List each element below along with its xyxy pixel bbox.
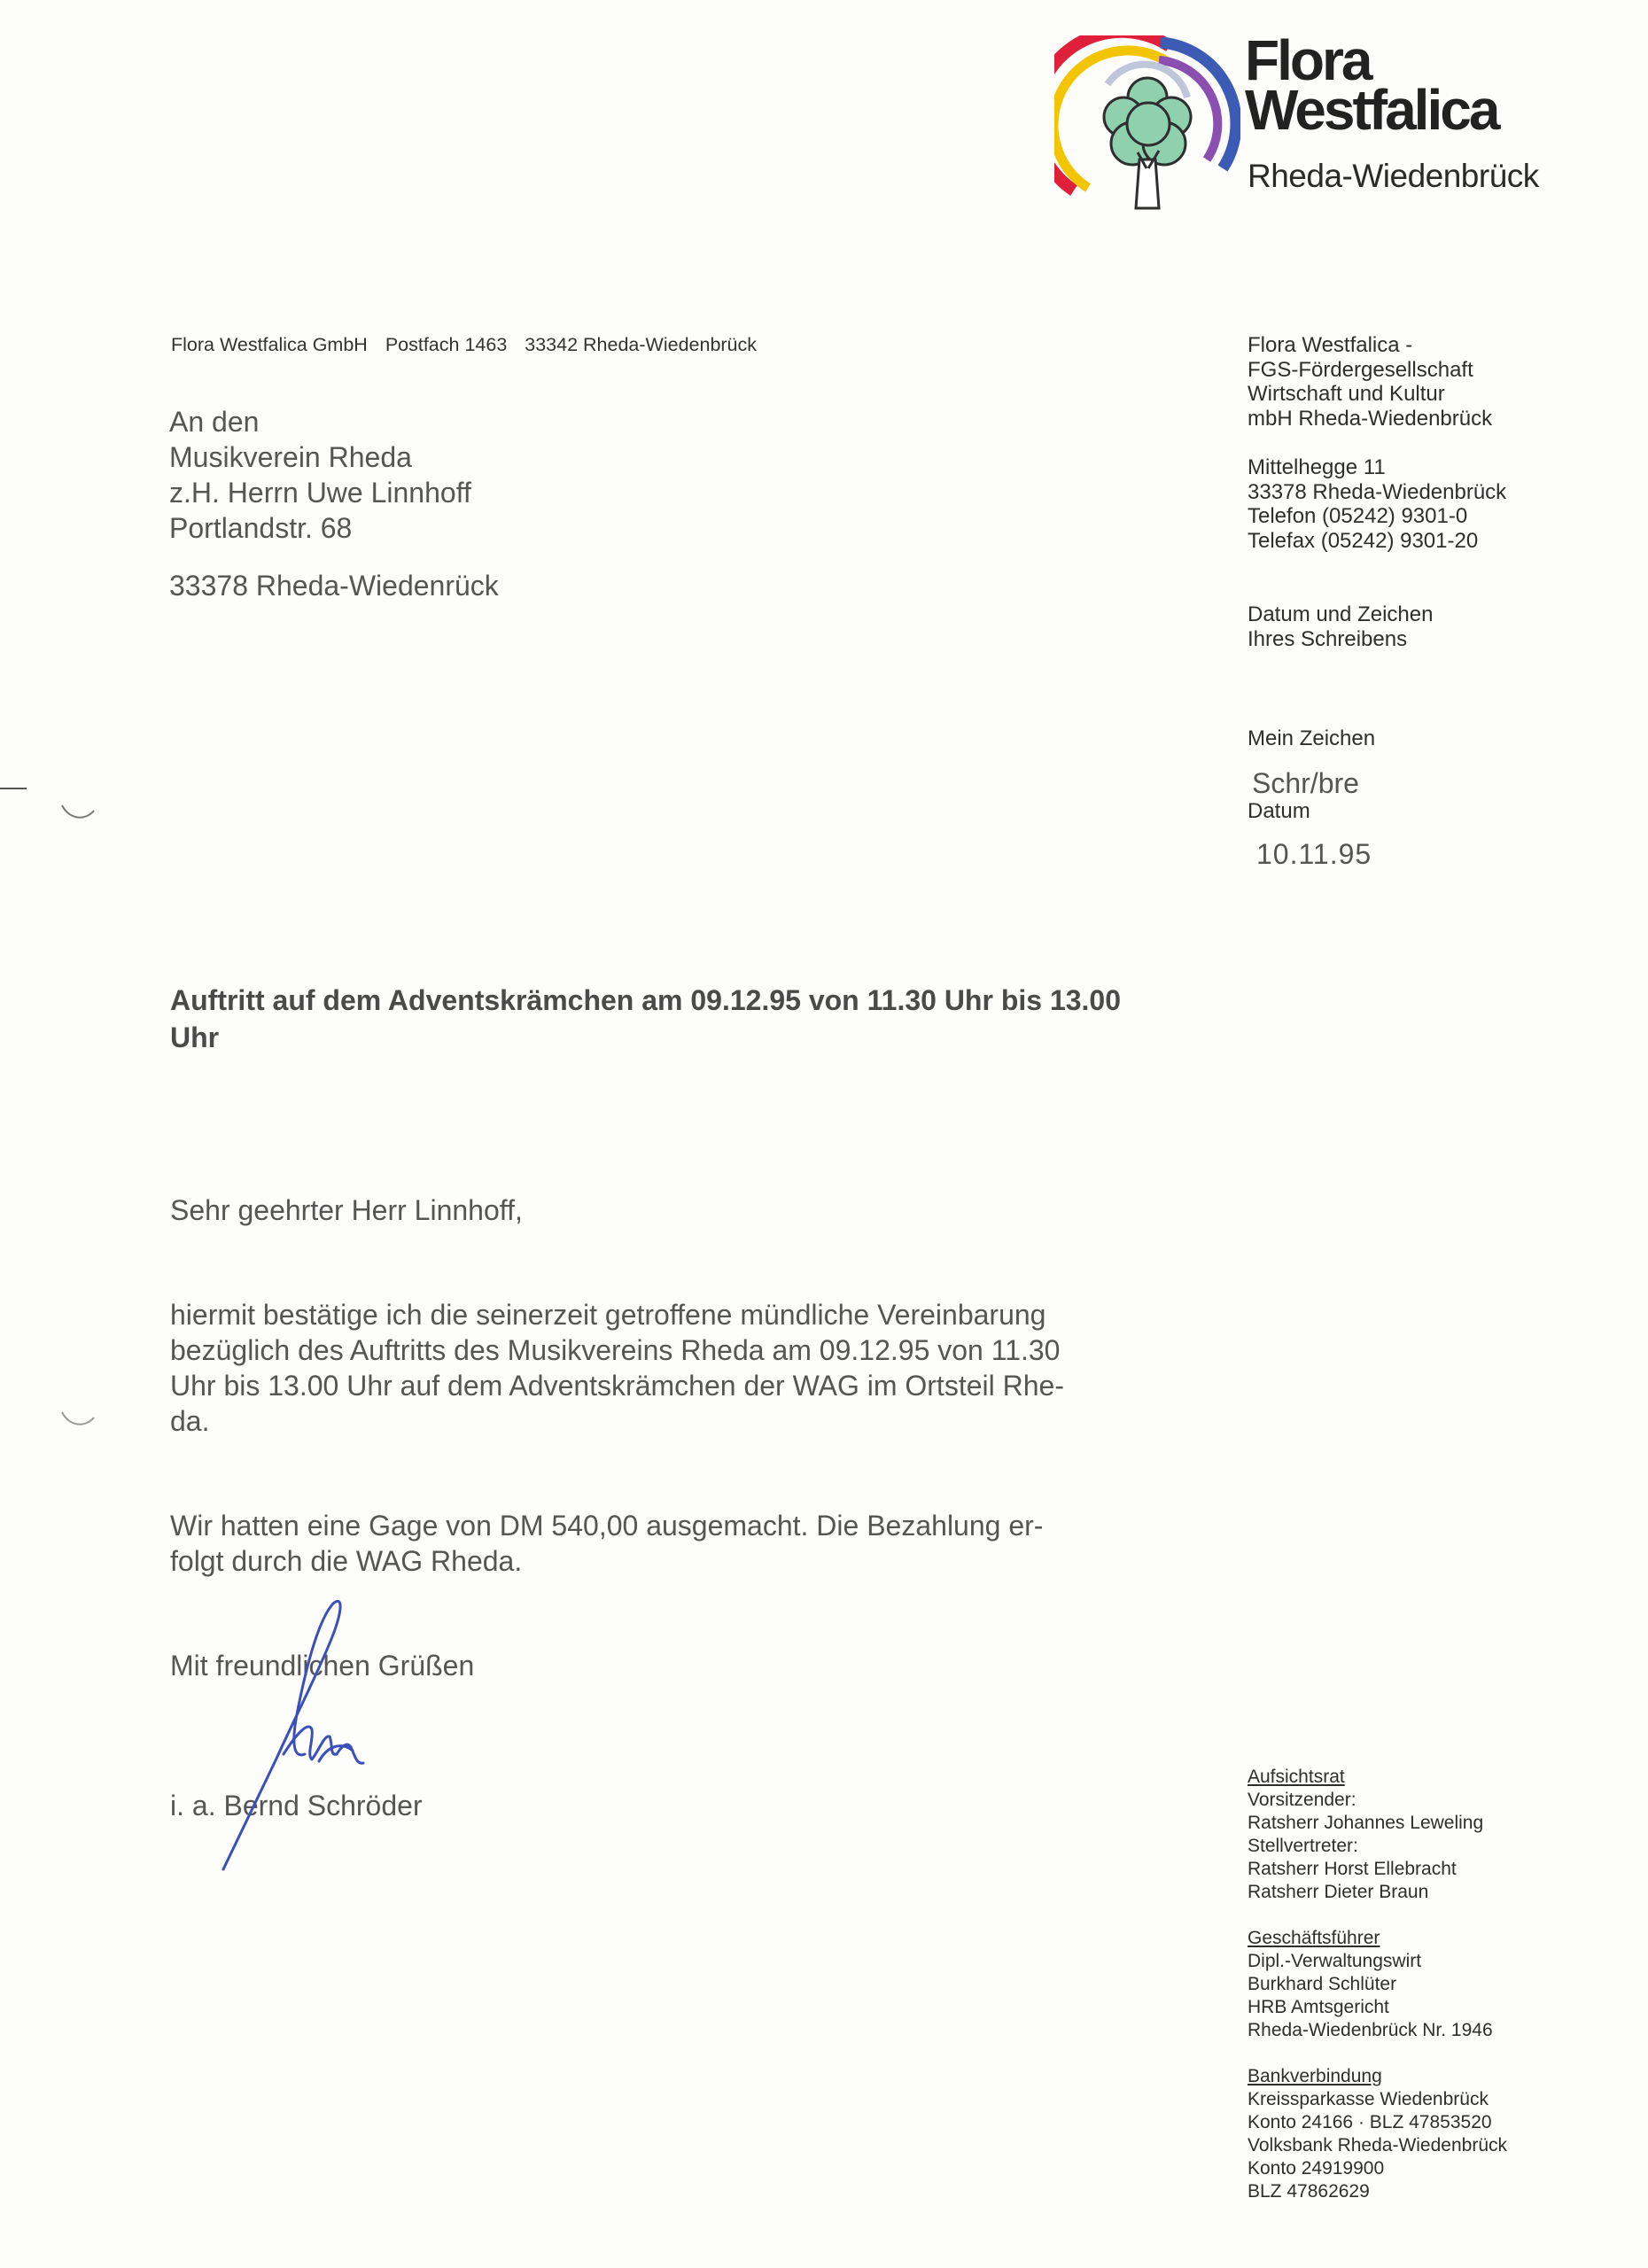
handwritten-signature: [213, 1577, 443, 1896]
signer-name: i. a. Bernd Schröder: [170, 1790, 423, 1821]
management: [1248, 1927, 1507, 2042]
paragraph-line: bezüglich des Auftritts des Musikvereins Rheda am 09.12.95 von 11.30: [170, 1334, 1061, 1366]
tree-rainbow-logo-icon: [1054, 35, 1240, 213]
letter-subject: Auftritt auf dem Adventskrämchen am 09.12.95 von 11.30 Uhr bis 13.00 Uhr: [170, 984, 1122, 1053]
company-logo: [1054, 28, 1542, 213]
recipient-address: [169, 404, 499, 603]
company-info-line: Flora Westfalica -: [1248, 333, 1413, 357]
address-line: 33378 Rheda-Wiedenbrück: [1248, 479, 1507, 504]
salutation: Sehr geehrter Herr Linnhoff,: [170, 1194, 523, 1226]
manager-line: HRB Amtsgericht: [1248, 1997, 1389, 2017]
phone-line: Telefon (05242) 9301-0: [1248, 504, 1468, 528]
my-reference-value: Schr/bre: [1252, 767, 1359, 799]
date-label: Datum: [1248, 799, 1310, 823]
logo-name-line1: Flora: [1245, 28, 1371, 92]
company-info-line: FGS-Fördergesellschaft: [1248, 357, 1473, 382]
paragraph-line: folgt durch die WAG Rheda.: [170, 1545, 523, 1577]
board-line: Ratsherr Johannes Leweling: [1248, 1813, 1484, 1833]
your-reference-label: [1248, 602, 1433, 651]
paragraph-line: Wir hatten eine Gage von DM 540,00 ausgemacht. Die Bezahlung er-: [170, 1510, 1044, 1542]
address-line: Mittelhegge 11: [1248, 455, 1386, 479]
my-reference-label: Mein Zeichen: [1248, 726, 1376, 750]
logo-city: Rheda-Wiedenbrück: [1248, 158, 1539, 194]
company-footer: [1248, 1766, 1507, 2203]
logo-name-line2: Westfalica: [1245, 78, 1498, 142]
sender-city: 33342 Rheda-Wiedenbrück: [525, 334, 758, 355]
sender-postfach: Postfach 1463: [385, 334, 508, 355]
manager-line: Rheda-Wiedenbrück Nr. 1946: [1248, 2020, 1493, 2040]
date-value: 10.11.95: [1256, 838, 1372, 870]
closing-phrase: Mit freundlichen Grüßen: [170, 1650, 475, 1682]
recipient-line: An den: [169, 406, 260, 438]
bank-line: Konto 24166 · BLZ 47853520: [1248, 2112, 1492, 2132]
reference-label-line: Datum und Zeichen: [1248, 602, 1434, 626]
company-info-line: Wirtschaft und Kultur: [1248, 382, 1445, 406]
logo-wordmark: [1245, 28, 1498, 142]
reference-label-line: Ihres Schreibens: [1248, 626, 1408, 651]
paragraph-line: da.: [170, 1405, 210, 1437]
sender-company: Flora Westfalica GmbH: [171, 334, 368, 355]
board-line: Vorsitzender:: [1248, 1790, 1356, 1810]
recipient-line: Musikverein Rheda: [169, 441, 412, 473]
punch-hole-mark: [60, 1409, 96, 1430]
body-paragraph: [170, 1297, 1145, 1439]
board-line: Ratsherr Dieter Braun: [1248, 1882, 1429, 1902]
manager-line: Burkhard Schlüter: [1248, 1974, 1397, 1994]
bank-line: Konto 24919900: [1248, 2158, 1385, 2179]
recipient-city: 33378 Rheda-Wiedenrück: [169, 570, 499, 602]
paragraph-line: Uhr bis 13.00 Uhr auf dem Adventskrämchen der WAG im Ortsteil Rhe-: [170, 1370, 1064, 1402]
paragraph-line: hiermit bestätige ich die seinerzeit getroffene mündliche Vereinbarung: [170, 1299, 1046, 1331]
manager-heading: Geschäftsführer: [1248, 1928, 1380, 1948]
bank-details: [1248, 2065, 1507, 2203]
company-info: [1248, 333, 1492, 431]
fold-mark: [0, 788, 27, 789]
body-paragraph: [170, 1508, 1145, 1579]
recipient-line: Portlandstr. 68: [169, 512, 353, 544]
board-heading: Aufsichtsrat: [1248, 1767, 1345, 1787]
punch-hole-mark: [60, 802, 96, 823]
supervisory-board: [1248, 1766, 1507, 1904]
fax-line: Telefax (05242) 9301-20: [1248, 528, 1479, 553]
bank-heading: Bankverbindung: [1248, 2066, 1382, 2086]
sender-return-address: [171, 334, 757, 356]
company-info-line: mbH Rheda-Wiedenbrück: [1248, 406, 1493, 431]
bank-line: Kreissparkasse Wiedenbrück: [1248, 2089, 1489, 2109]
bank-line: Volksbank Rheda-Wiedenbrück: [1248, 2135, 1507, 2155]
company-address: [1248, 455, 1506, 553]
board-line: Stellvertreter:: [1248, 1836, 1358, 1856]
board-line: Ratsherr Horst Ellebracht: [1248, 1859, 1457, 1879]
bank-line: BLZ 47862629: [1248, 2181, 1370, 2202]
recipient-line: z.H. Herrn Uwe Linnhoff: [169, 477, 471, 509]
manager-line: Dipl.-Verwaltungswirt: [1248, 1951, 1422, 1971]
